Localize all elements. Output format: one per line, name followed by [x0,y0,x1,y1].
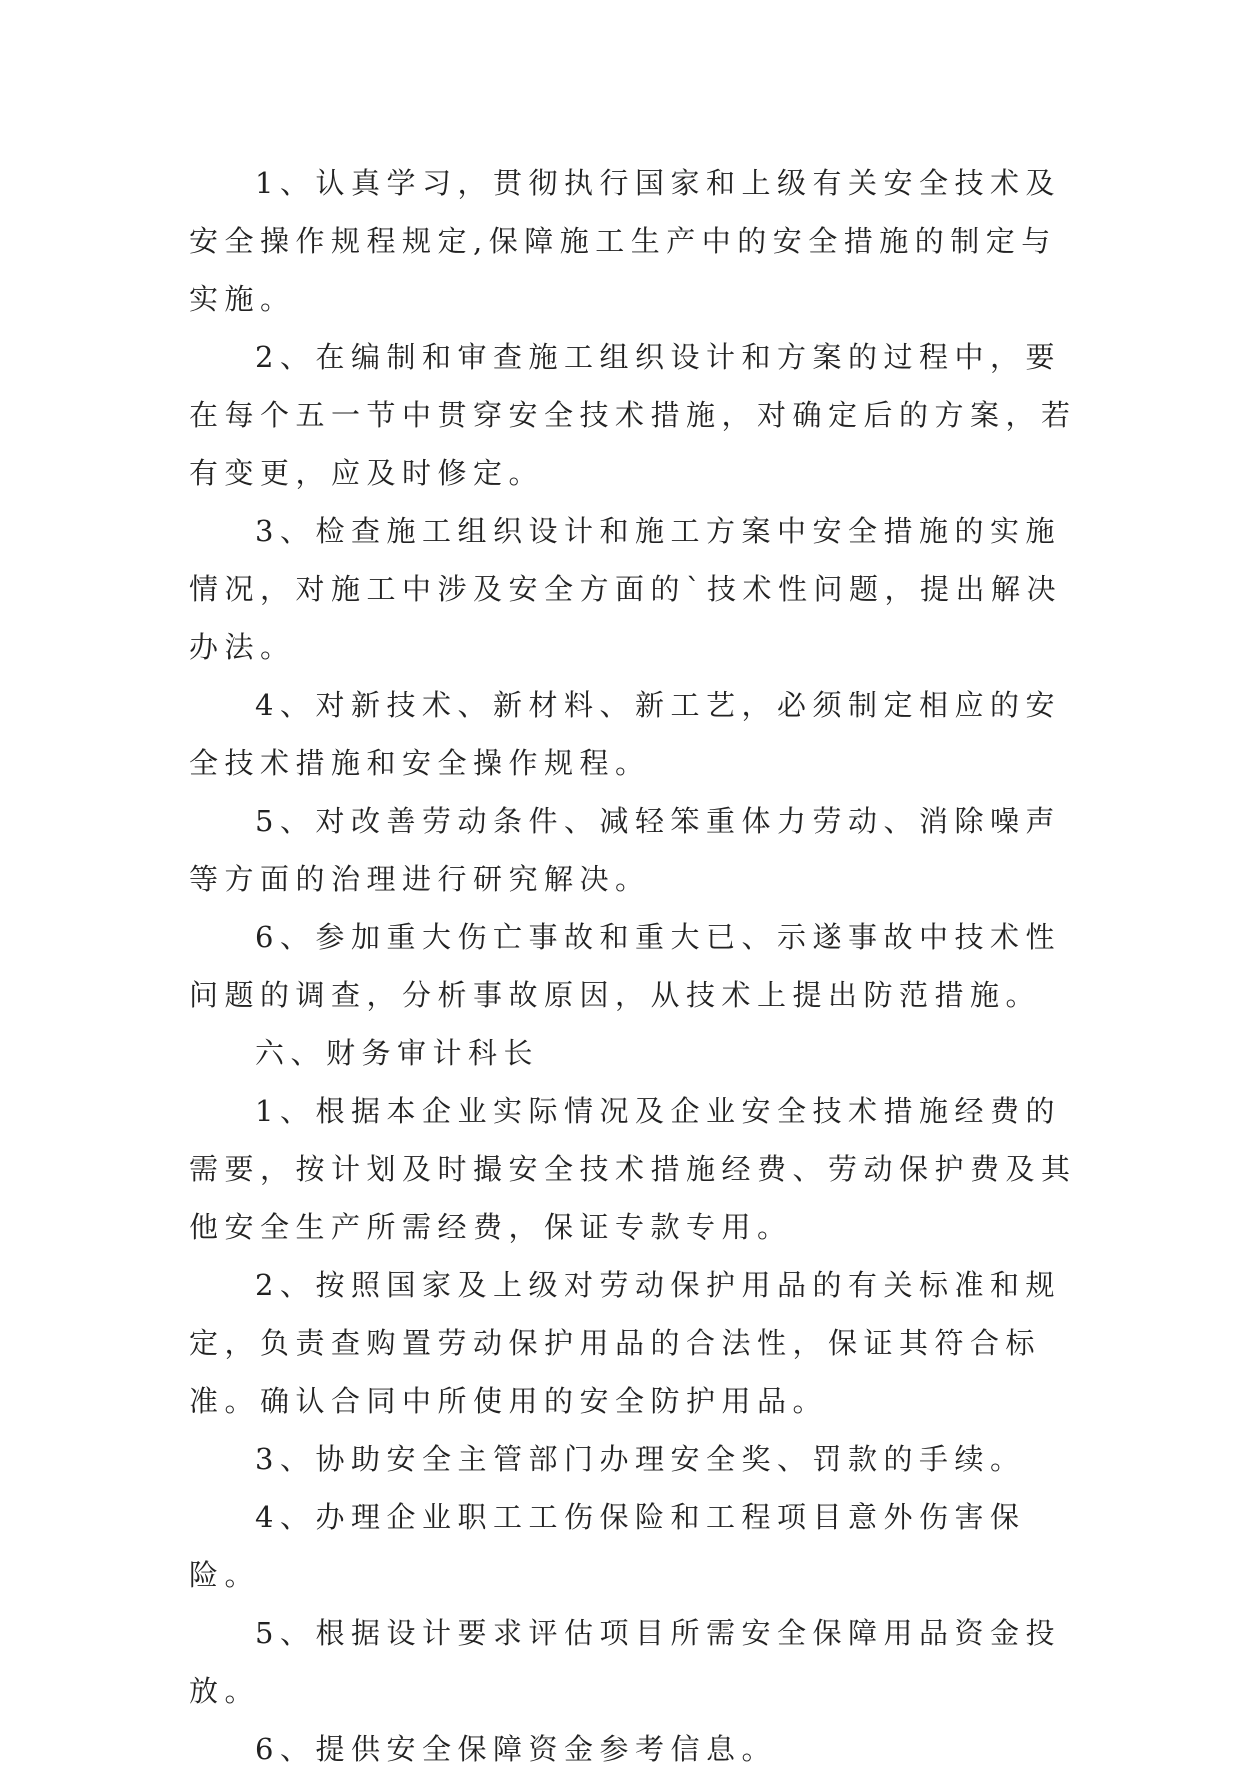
document-body [189,154,1079,1778]
section-heading: 六、财务审计科长 [255,1036,540,1070]
paragraph-3: 3、检查施工组织设计和施工方案中安全措施的实施情况，对施工中涉及安全方面的`技术性问题，提出解决办法。 [189,514,1063,664]
paragraph-6: 6、参加重大伤亡事故和重大已、示遂事故中技术性问题的调查，分析事故原因，从技术上提出防范措施。 [189,920,1061,1012]
paragraph-10: 4、办理企业职工工伤保险和工程项目意外伤害保险。 [189,1500,1026,1592]
paragraph-8: 2、按照国家及上级对劳动保护用品的有关标准和规定，负责查购置劳动保护用品的合法性，保证其符合标准。确认合同中所使用的安全防护用品。 [189,1268,1061,1418]
paragraph-2: 2、在编制和审查施工组织设计和方案的过程中，要在每个五一节中贯穿安全技术措施，对确定后的方案，若有变更，应及时修定。 [189,340,1077,490]
paragraph-1: 1、认真学习，贯彻执行国家和上级有关安全技术及安全操作规程规定,保障施工生产中的安全措施的制定与实施。 [189,166,1061,316]
paragraph-9: 3、协助安全主管部门办理安全奖、罚款的手续。 [255,1442,1026,1476]
paragraph-7: 1、根据本企业实际情况及企业安全技术措施经费的需要，按计划及时撮安全技术措施经费、劳动保护费及其他安全生产所需经费，保证专款专用。 [189,1094,1077,1244]
paragraph-4: 4、对新技术、新材料、新工艺，必须制定相应的安全技术措施和安全操作规程。 [189,688,1061,780]
paragraph-5: 5、对改善劳动条件、减轻笨重体力劳动、消除噪声等方面的治理进行研究解决。 [189,804,1061,896]
paragraph-11: 5、根据设计要求评估项目所需安全保障用品资金投放。 [189,1616,1061,1708]
paragraph-12: 6、提供安全保障资金参考信息。 [255,1732,777,1766]
